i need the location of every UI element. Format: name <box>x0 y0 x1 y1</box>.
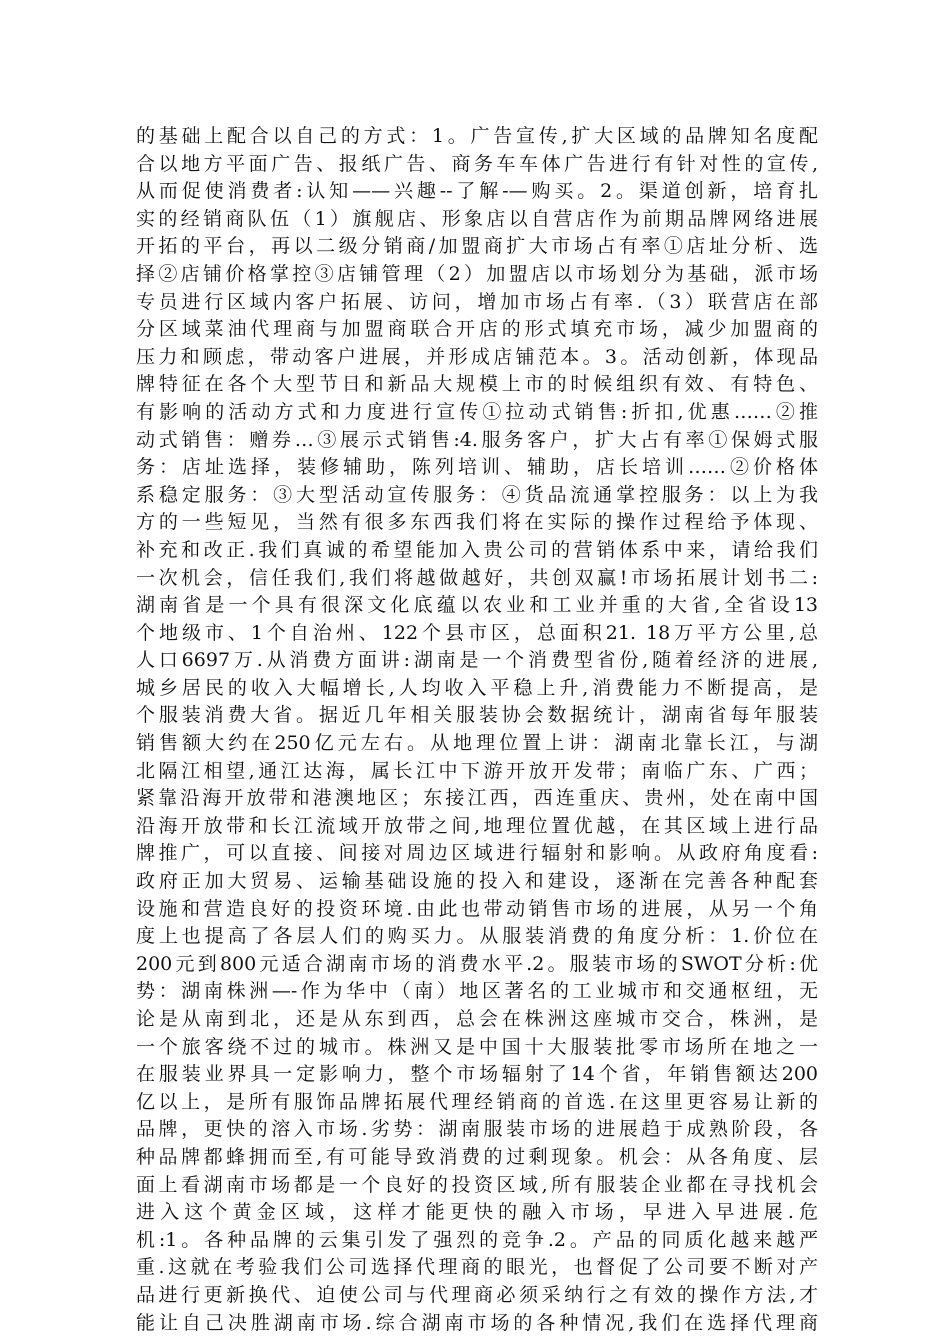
text-line: 重.这就在考验我们公司选择代理商的眼光，也督促了公司要不断对产 <box>136 1256 818 1279</box>
text-line: 牌特征在各个大型节日和新品大规模上市的时候组织有效、有特色、 <box>136 373 818 396</box>
text-line: 设施和营造良好的投资环境.由此也带动销售市场的进展，从另一个角 <box>136 897 818 920</box>
text-line: 开拓的平台，再以二级分销商/加盟商扩大市场占有率①店址分析、选 <box>136 235 818 258</box>
text-line: 品牌，更快的溶入市场.劣势：湖南服装市场的进展趋于成熟阶段，各 <box>136 1118 818 1141</box>
text-line: 在服装业界具一定影响力，整个市场辐射了14个省，年销售额达200 <box>136 1063 818 1086</box>
text-line: 政府正加大贸易、运输基础设施的投入和建设，逐渐在完善各种配套 <box>136 870 818 893</box>
text-line: 论是从南到北，还是从东到西，总会在株洲这座城市交合，株洲，是 <box>136 1008 818 1030</box>
text-line: 择②店铺价格掌控③店铺管理（2）加盟店以市场划分为基础，派市场 <box>136 262 818 285</box>
text-line: 势：湖南株洲—-作为华中（南）地区著名的工业城市和交通枢纽，无 <box>136 980 818 1003</box>
body-text <box>136 123 818 1337</box>
text-line: 北隔江相望,通江达海，属长江中下游开放开发带；南临广东、广西； <box>136 759 818 782</box>
text-line: 合以地方平面广告、报纸广告、商务车车体广告进行有针对性的宣传, <box>136 152 818 175</box>
text-line: 人口6697万.从消费方面讲:湖南是一个消费型省份,随着经济的进展, <box>136 649 818 672</box>
text-line: 系稳定服务：③大型活动宣传服务：④货品流通掌控服务：以上为我 <box>136 483 818 506</box>
text-line: 度上也提高了各层人们的购买力。从服装消费的角度分析：1.价位在 <box>136 925 818 948</box>
text-line: 从而促使消费者:认知——兴趣--了解-—购买。2。渠道创新，培育扎 <box>136 180 818 203</box>
text-line: 沿海开放带和长江流域开放带之间,地理位置优越，在其区域上进行品 <box>136 814 818 837</box>
text-line: 务：店址选择，装修辅助，陈列培训、辅助，店长培训……②价格体 <box>136 456 818 479</box>
text-line: 分区域菜油代理商与加盟商联合开店的形式填充市场，减少加盟商的 <box>136 318 818 341</box>
text-line: 个地级市、1个自治州、122个县市区，总面积21. 18万平方公里,总 <box>136 621 818 644</box>
text-line: 方的一些短见，当然有很多东西我们将在实际的操作过程给予体现、 <box>136 511 818 534</box>
text-line: 销售额大约在250亿元左右。从地理位置上讲：湖南北靠长江，与湖 <box>136 732 818 755</box>
text-line: 牌推广，可以直接、间接对周边区域进行辐射和影响。从政府角度看: <box>136 842 818 865</box>
text-line: 的基础上配合以自己的方式：1。广告宣传,扩大区域的品牌知名度配 <box>136 125 818 147</box>
text-line: 实的经销商队伍（1）旗舰店、形象店以自营店作为前期品牌网络进展 <box>136 207 818 230</box>
text-line: 能让自己决胜湖南市场.综合湖南市场的各种情况,我们在选择代理商 <box>136 1311 818 1334</box>
text-line: 200元到800元适合湖南市场的消费水平.2。服装市场的SWOT分析:优 <box>136 952 818 975</box>
text-line: 动式销售：赠券…③展示式销售:4.服务客户，扩大占有率①保姆式服 <box>136 428 818 451</box>
text-line: 有影响的活动方式和力度进行宣传①拉动式销售:折扣,优惠……②推 <box>136 400 818 423</box>
text-line: 进入这个黄金区域，这样才能更快的融入市场，早进入早进展.危 <box>136 1201 818 1224</box>
text-line: 一次机会，信任我们,我们将越做越好，共创双赢!市场拓展计划书二: <box>136 566 818 589</box>
text-line: 亿以上，是所有服饰品牌拓展代理经销商的首选.在这里更容易让新的 <box>136 1090 818 1113</box>
text-line: 专员进行区域内客户拓展、访问，增加市场占有率.（3）联营店在部 <box>136 290 818 313</box>
text-line: 紧靠沿海开放带和港澳地区；东接江西，西连重庆、贵州，处在南中国 <box>136 787 818 810</box>
text-line: 面上看湖南市场都是一个良好的投资区域,所有服装企业都在寻找机会 <box>136 1173 818 1196</box>
text-line: 个服装消费大省。据近几年相关服装协会数据统计，湖南省每年服装 <box>136 704 818 727</box>
text-line: 湖南省是一个具有很深文化底蕴以农业和工业并重的大省,全省设13 <box>136 594 818 617</box>
text-line: 城乡居民的收入大幅增长,人均收入平稳上升,消费能力不断提高，是 <box>136 676 818 699</box>
text-line: 品进行更新换代、迫使公司与代理商必须采纳行之有效的操作方法,才 <box>136 1283 818 1306</box>
text-line: 机:1。各种品牌的云集引发了强烈的竞争.2。产品的同质化越来越严 <box>136 1228 818 1251</box>
text-line: 一个旅客绕不过的城市。株洲又是中国十大服装批零市场所在地之一 <box>136 1035 818 1058</box>
text-line: 补充和改正.我们真诚的希望能加入贵公司的营销体系中来，请给我们 <box>136 538 818 561</box>
text-line: 种品牌都蜂拥而至,有可能导致消费的过剩现象。机会：从各角度、层 <box>136 1145 818 1168</box>
text-line: 压力和顾虑，带动客户进展，并形成店铺范本。3。活动创新，体现品 <box>136 345 818 368</box>
